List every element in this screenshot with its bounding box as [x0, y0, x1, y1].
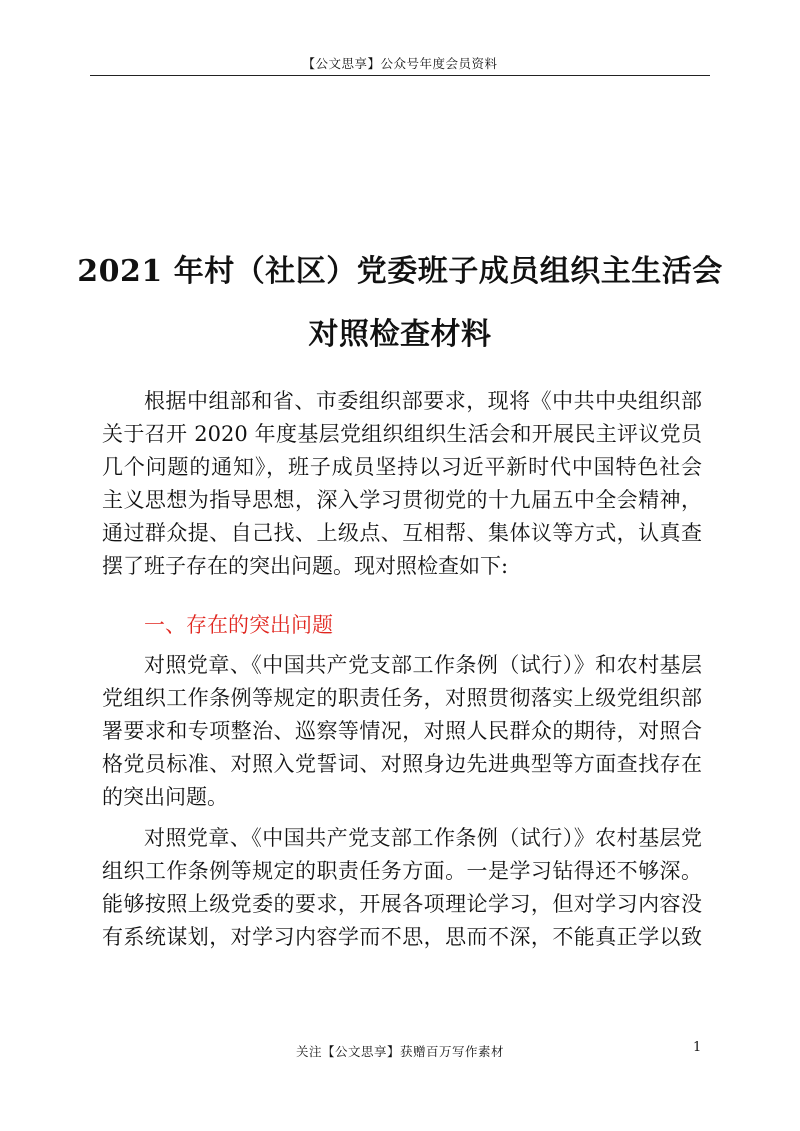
section-heading-1: 一、存在的突出问题 [144, 613, 333, 637]
paragraph-2-line-5: 的突出问题。 [102, 785, 228, 809]
document-title-line-1: 2021 年村（社区）党委班子成员组织主生活会 [77, 254, 723, 289]
paragraph-3-line-4: 有系统谋划，对学习内容学而不思，思而不深，不能真正学以致 [102, 925, 702, 949]
paragraph-1-line-2: 关于召开 2020 年度基层党组织组织生活会和开展民主评议党员 [102, 422, 702, 446]
paragraph-1-line-5: 通过群众提、自己找、上级点、互相帮、集体议等方式，认真查 [102, 521, 702, 545]
paragraph-1-line-3: 几个问题的通知》，班子成员坚持以习近平新时代中国特色社会 [102, 455, 702, 479]
paragraph-3-line-2: 组织工作条例等规定的职责任务方面。一是学习钻得还不够深。 [102, 859, 702, 883]
paragraph-1-line-6: 摆了班子存在的突出问题。现对照检查如下: [102, 554, 509, 578]
page-footer: 关注【公文思享】获赠百万写作素材 [295, 1044, 504, 1059]
paragraph-1-line-1: 根据中组部和省、市委组织部要求，现将《中共中央组织部 [144, 389, 702, 413]
paragraph-2-line-4: 格党员标准、对照入党誓词、对照身边先进典型等方面查找存在 [102, 752, 702, 776]
paragraph-1-line-4: 主义思想为指导思想，深入学习贯彻党的十九届五中全会精神， [102, 488, 702, 512]
document-title-line-2: 对照检查材料 [308, 317, 492, 352]
paragraph-2-line-1: 对照党章、《中国共产党支部工作条例（试行）》和农村基层 [144, 653, 702, 677]
header-divider [90, 75, 710, 76]
page-number: 1 [693, 1040, 702, 1055]
paragraph-3-line-3: 能够按照上级党委的要求，开展各项理论学习，但对学习内容没 [102, 892, 702, 916]
paragraph-3-line-1: 对照党章、《中国共产党支部工作条例（试行）》农村基层党 [144, 826, 702, 850]
paragraph-2-line-3: 署要求和专项整治、巡察等情况，对照人民群众的期待，对照合 [102, 719, 702, 743]
page-header: 【公文思享】公众号年度会员资料 [302, 56, 498, 71]
paragraph-2-line-2: 党组织工作条例等规定的职责任务，对照贯彻落实上级党组织部 [102, 686, 702, 710]
